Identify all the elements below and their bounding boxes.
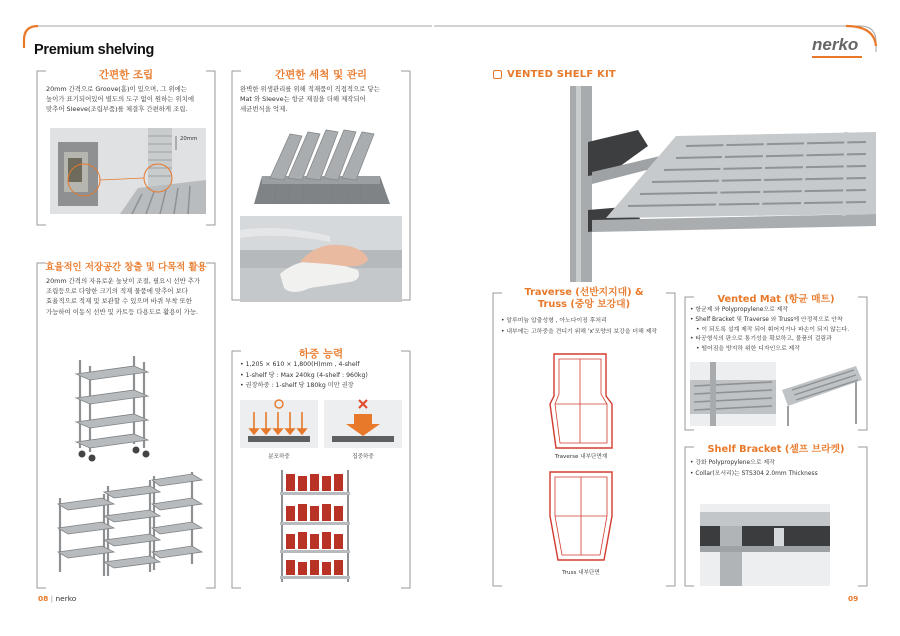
kit-icon: [493, 70, 502, 79]
vented-mat-list: • 항균제 와 Polypropylene으로 제작 • Shelf Bracket 및 Traverse 와 Truss에 안정적으로 안착 • 이 되도록 설계 제작 되어 휘어지거나 파손이 되지 않는다. • 타공형식의 판으로 통기성을 확보하고, 물품의 걸림과 • 떨어짐을 방지하 위한 디자인으로 제작: [690, 306, 870, 355]
traverse-caption: Traverse 내부단면재: [554, 454, 608, 460]
loaded-shelf-image: [276, 466, 354, 588]
traverse-list: • 알루미늄 압출성형 , 아노다이징 후처리 • 내부에는 고하중을 견디기 위해 'x'모양의 보강을 더해 제작: [501, 316, 677, 337]
shelf-bracket-image: [700, 504, 830, 586]
easy-assembly-title: 간편한 조립: [98, 69, 154, 81]
easy-assembly-body: 20mm 간격으로 Groove(홈)이 있으며, 그 위에는 높이가 표기되어있어 별도의 도구 없이 원하는 위치에 맞추어 Sleeve(조립부품)를 체결후 간편하게 조립.: [46, 85, 195, 114]
storage-space-body: 20mm 간격의 자유로운 높낮이 조절, 필요시 선반 추가 조립등으로 다양한 크기의 적재 물품에 맞추어 보다 효율적으로 적재 및 보관할 수 있으며 바퀴 부착 또한 가능하여 이동식 선반 및 카트등 다용도로 활용이 가능.: [46, 277, 201, 316]
shelf-bracket-list: • 강화 Polypropylene으로 제작 • Collar(모서리)는 STS304 2.0mm Thickness: [690, 458, 870, 480]
groove-dimension-label: 20mm: [180, 136, 198, 142]
truss-section-diagram: [546, 468, 616, 564]
vented-mat-title: Vented Mat (항균 매트): [717, 294, 835, 305]
load-capacity-title: 하중 능력: [298, 348, 344, 360]
page-title: Premium shelving: [34, 42, 155, 58]
mat-rack-image: [240, 124, 402, 212]
shelf-kit-image: [566, 86, 876, 282]
left-page-number: 08 | nerko: [38, 594, 77, 603]
easy-cleaning-body: 완벽한 위생관리를 위해 적재품이 직접적으로 닿는 Mat 와 Sleeve는 항균 재질을 더해 제작되어 세균번식을 억제.: [240, 85, 380, 114]
traverse-section-diagram: [546, 348, 616, 452]
traverse-title: Traverse (선반지지대) & Truss (중앙 보강대): [524, 287, 644, 310]
kit-title: VENTED SHELF KIT: [507, 69, 616, 80]
brand-logo: nerko: [812, 35, 859, 54]
logo-underline: [812, 56, 862, 58]
storage-space-title: 효율적인 저장공간 창출 및 다목적 활용: [45, 262, 207, 273]
hand-cleaning-image: [240, 216, 402, 302]
distributed-load-label: 분포하중: [268, 454, 290, 460]
vented-mat-surface-image: [778, 362, 862, 426]
concentrated-load-label: 집중하중: [352, 454, 374, 460]
vented-mat-image: [690, 362, 776, 426]
shelf-bracket-title: Shelf Bracket (셀프 브라켓): [707, 444, 845, 455]
shelving-units-image: [56, 348, 206, 584]
easy-cleaning-title: 간편한 세척 및 관리: [274, 69, 368, 81]
truss-caption: Truss 내부단면: [562, 570, 600, 576]
load-diagram: [240, 396, 402, 450]
right-page-number: 09: [848, 594, 859, 603]
load-capacity-list: • 1,205 × 610 × 1,800(H)mm , 4-shelf • 1-shelf 당 : Max 240kg (4-shelf : 960kg) • 권장하중 : 1-shelf 당 180kg 미만 권장: [240, 360, 410, 392]
